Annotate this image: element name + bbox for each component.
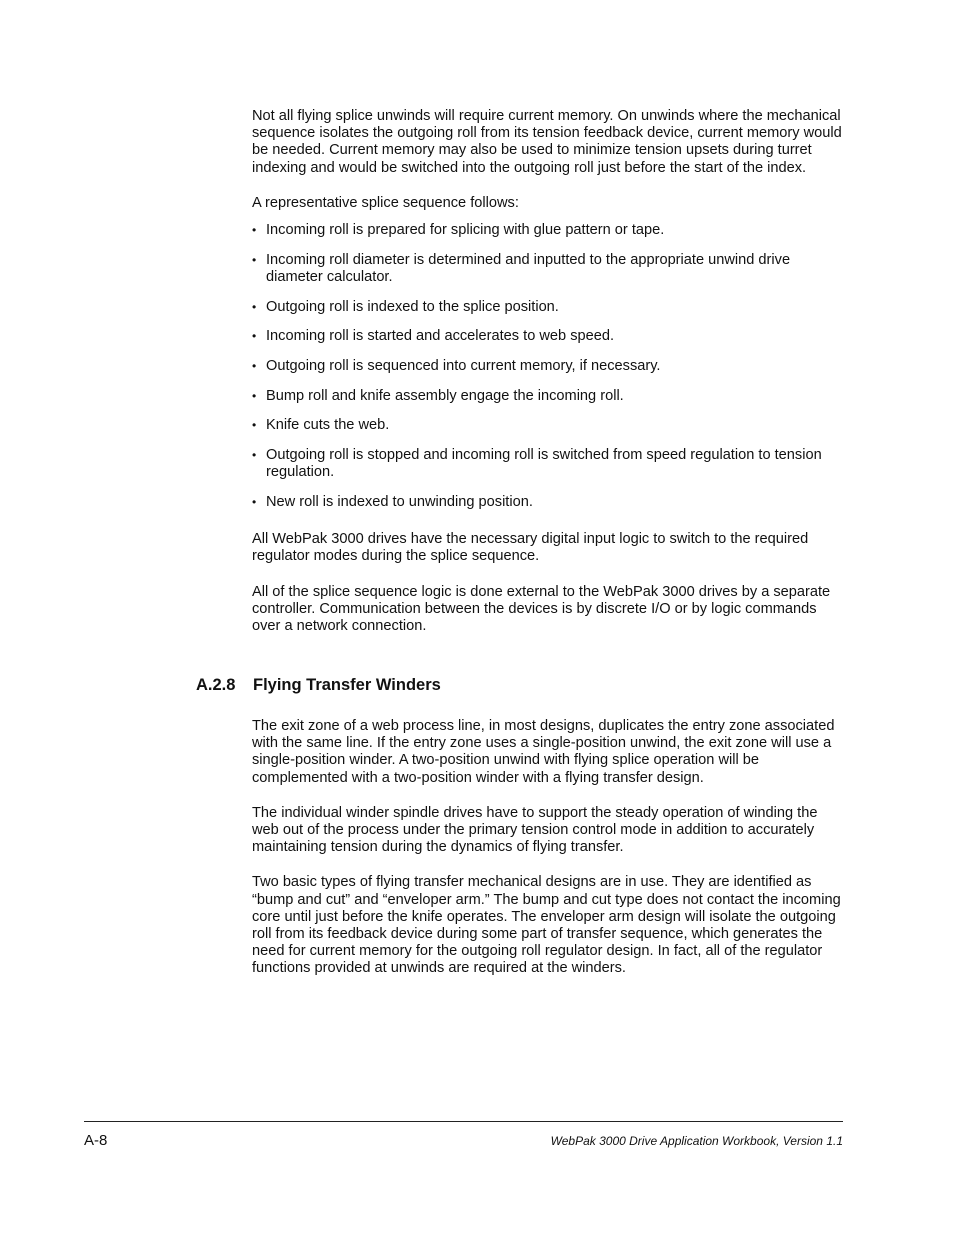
section-number: A.2.8 xyxy=(196,676,236,694)
bullet-icon: • xyxy=(252,223,257,238)
list-item xyxy=(252,494,844,511)
list-item-text: Outgoing roll is indexed to the splice position. xyxy=(266,298,559,315)
bullet-icon: • xyxy=(252,299,257,314)
paragraph-external-controller: All of the splice sequence logic is done external to the WebPak 3000 drives by a separate controller. Communication between the devices is by discrete I/O or by logic commands over a network connection. xyxy=(252,583,831,635)
list-item-text: Incoming roll is started and accelerates to web speed. xyxy=(266,328,615,345)
paragraph-digital-input: All WebPak 3000 drives have the necessary digital input logic to switch to the required regulator modes during the splice sequence. xyxy=(252,531,809,565)
list-item xyxy=(252,299,844,316)
list-item-text: Bump roll and knife assembly engage the incoming roll. xyxy=(266,387,624,404)
footer-document-title: WebPak 3000 Drive Application Workbook, Version 1.1 xyxy=(550,1134,843,1148)
bullet-icon: • xyxy=(252,495,257,510)
bullet-icon: • xyxy=(252,329,257,344)
bullet-icon: • xyxy=(252,418,257,433)
list-item xyxy=(252,417,844,434)
section-title: Flying Transfer Winders xyxy=(253,676,441,694)
paragraph-exit-zone: The exit zone of a web process line, in most designs, duplicates the entry zone associated with the same line. If the entry zone uses a single-position unwind, the exit zone will use a single-position winder. A two-position unwind with flying splice operation will be complemented with a two-position winder with a flying transfer design. xyxy=(252,718,835,786)
list-item-text: Outgoing roll is stopped and incoming roll is switched from speed regulation to tension regulation. xyxy=(266,447,822,481)
bullet-icon: • xyxy=(252,252,257,267)
list-item-text: Incoming roll diameter is determined and inputted to the appropriate unwind drive diameter calculator. xyxy=(266,251,791,285)
list-item-text: Incoming roll is prepared for splicing with glue pattern or tape. xyxy=(266,222,665,239)
paragraph-transfer-designs: Two basic types of flying transfer mechanical designs are in use. They are identified as “bump and cut” and “enveloper arm.” The bump and cut type does not contact the incoming core until just before the knife operates. The enveloper arm design will isolate the outgoing roll from its feedback device during some part of transfer sequence, which generates the need for current memory for the outgoing roll regulator design. In fact, all of the regulator functions provided at unwinds are required at the winders. xyxy=(252,874,841,977)
body-text xyxy=(252,108,844,635)
list-item xyxy=(252,222,844,239)
list-item xyxy=(252,252,844,286)
bullet-icon: • xyxy=(252,448,257,463)
list-item xyxy=(252,328,844,345)
list-item xyxy=(252,447,844,481)
page-number: A-8 xyxy=(84,1132,108,1149)
sequence-intro: A representative splice sequence follows: xyxy=(252,194,519,211)
bullet-icon: • xyxy=(252,388,257,403)
list-item-text: New roll is indexed to unwinding position. xyxy=(266,494,533,511)
bullet-icon: • xyxy=(252,359,257,374)
footer-divider xyxy=(84,1121,843,1122)
list-item xyxy=(252,358,844,375)
section-body xyxy=(252,718,844,996)
list-item-text: Outgoing roll is sequenced into current memory, if necessary. xyxy=(266,358,661,375)
paragraph-winder-spindle: The individual winder spindle drives have to support the steady operation of winding the web out of the process under the primary tension control mode in addition to accurately maintaining tension during the dynamics of flying transfer. xyxy=(252,804,818,856)
section-heading xyxy=(196,676,441,695)
splice-sequence-list xyxy=(252,222,844,511)
paragraph-current-memory: Not all flying splice unwinds will require current memory. On unwinds where the mechanical sequence isolates the outgoing roll from its tension feedback device, current memory would be needed. Current memory may also be used to minimize tension upsets during turret indexing and would be switched into the outgoing roll just before the start of the index. xyxy=(252,108,842,176)
list-item xyxy=(252,388,844,405)
list-item-text: Knife cuts the web. xyxy=(266,417,390,434)
